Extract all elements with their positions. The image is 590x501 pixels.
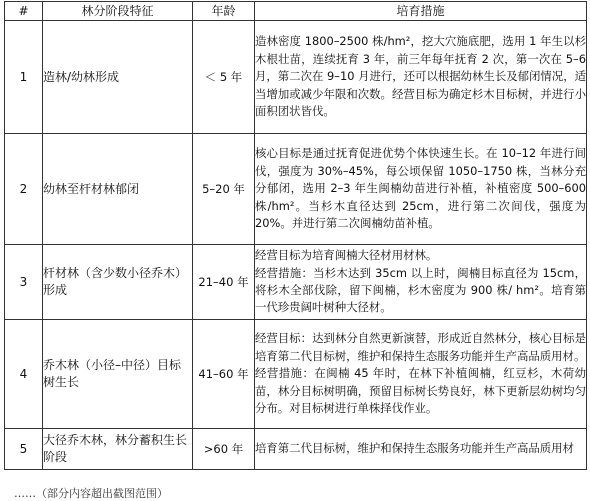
table-row (5, 429, 587, 470)
row-measures (255, 320, 587, 429)
row-stage: 造林/幼林形成 (43, 21, 193, 134)
cut-off-footer-text: ……（部分内容超出截图范围） (14, 487, 168, 500)
row-index: 2 (5, 134, 43, 245)
measures-goal: 经营目标：达到林分自然更新演替，形成近自然林分，核心目标是培育第二代目标树，维护和保持生态服务功能并生产高品质用材。 (255, 331, 586, 363)
table-header-row (5, 2, 587, 21)
row-age: 21–40 年 (193, 245, 255, 320)
row-age: >60 年 (193, 429, 255, 470)
header-measures: 培育措施 (255, 2, 587, 21)
header-index: # (5, 2, 43, 21)
row-stage: 杆材林（含少数小径乔木）形成 (43, 245, 193, 320)
row-index: 4 (5, 320, 43, 429)
row-measures (255, 245, 587, 320)
table-row (5, 320, 587, 429)
row-measures (255, 429, 587, 470)
row-age: ＜ 5 年 (193, 21, 255, 134)
measures-paragraph: 核心目标是通过抚育促进优势个体快速生长。在 10–12 年进行间伐，强度为 30%–45%，每公顷保留 1050–1750 株，当林分充分郁闭，选用 2–3 年生闽楠幼苗进行补植，补植密度 500–600 株/hm²。当杉木直径达到 25cm，进行第二次间伐，强度为 20%。并进行第二次闽楠幼苗补植。 (255, 146, 586, 231)
row-stage: 幼林至杆材林郁闭 (43, 134, 193, 245)
table-row (5, 21, 587, 134)
measures-paragraph: 造林密度 1800–2500 株/hm²，挖大穴施底肥，选用 1 年生以杉木根壮苗，连续抚育 3 年，前三年每年抚育 2 次，第一次在 5–6 月，第二次在 9–10 月进行，还可以根据幼林生长及郁闭情况，适当增加或减少年限和次数。经营目标为确定杉木目标树，并进行小面积团状皆伐。 (255, 34, 586, 119)
header-stage: 林分阶段特征 (43, 2, 193, 21)
table-row (5, 134, 587, 245)
row-index: 3 (5, 245, 43, 320)
row-measures (255, 21, 587, 134)
row-age: 5–20 年 (193, 134, 255, 245)
measures-paragraph: 经营措施：当杉木达到 35cm 以上时，闽楠目标直径为 15cm，将杉木全部伐除，留下闽楠，杉木密度为 900 株/ hm²。培育第一代珍贵阔叶树种大径材。 (255, 265, 586, 315)
measures-paragraph: 经营措施：在闽楠 45 年时，在林下补植闽楠，红豆杉，木荷幼苗，林分目标树明确，预留目标树长势良好，林下更新层幼树均匀分布。对目标树进行单株择伐作业。 (255, 366, 586, 416)
row-age: 41–60 年 (193, 320, 255, 429)
row-measures (255, 134, 587, 245)
measures-paragraph: 培育第二代目标树，维护和保持生态服务功能并生产高品质用材 (255, 441, 574, 456)
row-stage: 乔木林（小径–中径）目标树生长 (43, 320, 193, 429)
row-index: 5 (5, 429, 43, 470)
row-stage: 大径乔木林，林分蓄积生长阶段 (43, 429, 193, 470)
row-index: 1 (5, 21, 43, 134)
table-row (5, 245, 587, 320)
management-table (4, 1, 587, 470)
header-age: 年龄 (193, 2, 255, 21)
measures-goal: 经营目标为培育闽楠大径材用材林。 (255, 248, 438, 263)
